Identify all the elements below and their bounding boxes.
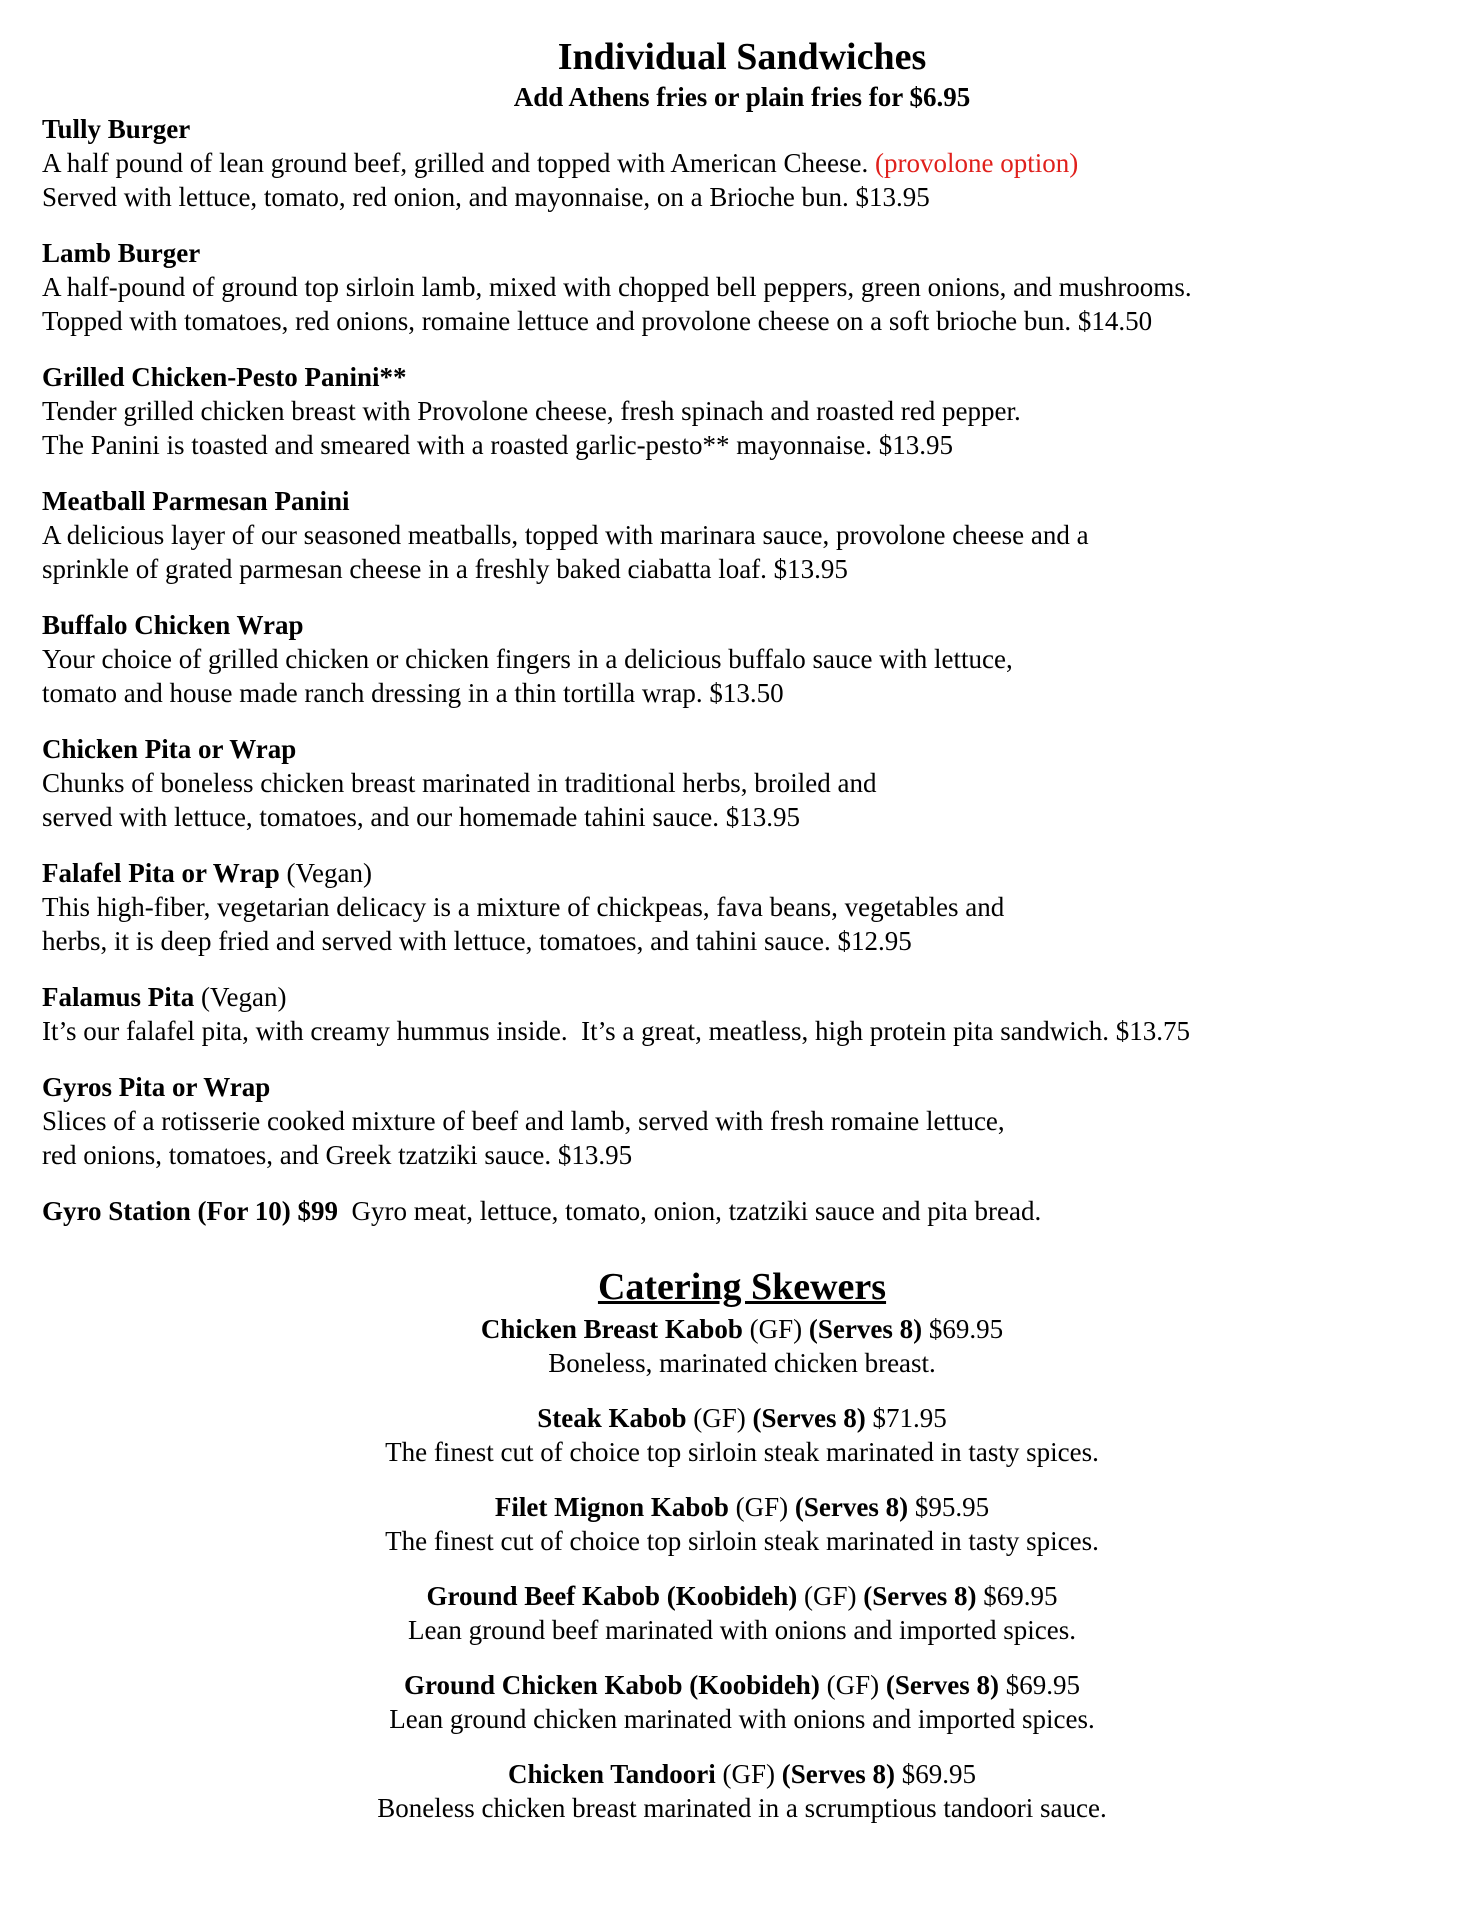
skewer-name: Steak Kabob (537, 1403, 687, 1433)
skewer-name: Chicken Breast Kabob (480, 1314, 743, 1344)
vegan-note: (Vegan) (194, 982, 287, 1012)
serves-label: (Serves 8) (752, 1403, 866, 1433)
skewer-description: Boneless chicken breast marinated in a scrumptious tandoori sauce. (377, 1793, 1107, 1823)
item-name: Gyros Pita or Wrap (42, 1072, 271, 1102)
serves-label: (Serves 8) (808, 1314, 923, 1344)
skewer-price: $95.95 (908, 1492, 990, 1522)
skewer-item-filet-mignon (0, 1490, 1484, 1558)
skewer-description: The finest cut of choice top sirloin steak marinated in tasty spices. (385, 1526, 1099, 1556)
menu-item-falamus-pita (42, 980, 1462, 1048)
skewer-name: Ground Beef Kabob (Koobideh) (426, 1581, 798, 1611)
skewer-item-ground-chicken (0, 1668, 1484, 1736)
item-name: Grilled Chicken-Pesto Panini** (42, 362, 407, 392)
skewer-item-ground-beef (0, 1579, 1484, 1647)
skewer-item-chicken-tandoori (0, 1757, 1484, 1825)
skewer-price: $69.95 (976, 1581, 1058, 1611)
item-name: Falafel Pita or Wrap (42, 858, 280, 888)
item-name: Falamus Pita (42, 982, 195, 1012)
gf-label: (GF) (797, 1581, 864, 1611)
serves-label: (Serves 8) (885, 1670, 1000, 1700)
item-description: A delicious layer of our seasoned meatballs, topped with marinara sauce, provolone cheese and a sprinkle of grated parmesan cheese in a freshly baked ciabatta loaf. $13.95 (42, 520, 1089, 584)
serves-label: (Serves 8) (794, 1492, 909, 1522)
item-name: Tully Burger (42, 114, 191, 144)
skewer-price: $69.95 (895, 1759, 977, 1789)
gf-label: (GF) (742, 1314, 809, 1344)
page-title: Individual Sandwiches (557, 36, 927, 78)
skewer-heading (0, 1579, 1484, 1613)
skewer-description: The finest cut of choice top sirloin steak marinated in tasty spices. (385, 1437, 1099, 1467)
skewer-list (0, 1312, 1484, 1846)
item-description: It’s our falafel pita, with creamy hummus inside. It’s a great, meatless, high protein pita sandwich. $13.75 (42, 1016, 1190, 1046)
menu-item-chicken-pita (42, 732, 1462, 834)
item-description: This high-fiber, vegetarian delicacy is a mixture of chickpeas, fava beans, vegetables and herbs, it is deep fried and served with lettuce, tomatoes, and tahini sauce. $12.95 (42, 892, 1005, 956)
menu-item-buffalo-wrap (42, 608, 1462, 710)
item-description: Your choice of grilled chicken or chicken fingers in a delicious buffalo sauce with lettuce, tomato and house made ranch dressing in a thin tortilla wrap. $13.50 (42, 644, 1013, 708)
item-heading (42, 856, 1462, 890)
item-heading (42, 980, 1462, 1014)
item-description: Slices of a rotisserie cooked mixture of beef and lamb, served with fresh romaine lettuce, red onions, tomatoes, and Greek tzatziki sauce. $13.95 (42, 1106, 1005, 1170)
menu-item-pesto-panini (42, 360, 1462, 462)
skewer-heading (0, 1668, 1484, 1702)
item-description-line: Served with lettuce, tomato, red onion, and mayonnaise, on a Brioche bun. $13.95 (42, 182, 930, 212)
skewer-name: Ground Chicken Kabob (Koobideh) (403, 1670, 820, 1700)
skewer-name: Filet Mignon Kabob (494, 1492, 729, 1522)
skewer-heading (0, 1757, 1484, 1791)
gf-label: (GF) (686, 1403, 753, 1433)
item-name: Gyro Station (For 10) $99 (42, 1196, 338, 1226)
item-description: A half-pound of ground top sirloin lamb, mixed with chopped bell peppers, green onions, and mushrooms. Topped with tomatoes, red onions, romaine lettuce and provolone cheese on a soft brioche bun. $14.50 (42, 272, 1192, 336)
gf-label: (GF) (715, 1759, 782, 1789)
gf-label: (GF) (728, 1492, 795, 1522)
item-name: Chicken Pita or Wrap (42, 734, 297, 764)
menu-item-lamb-burger (42, 236, 1462, 338)
skewer-item-chicken-breast (0, 1312, 1484, 1380)
skewer-heading (0, 1312, 1484, 1346)
item-description: Tender grilled chicken breast with Provolone cheese, fresh spinach and roasted red pepper. The Panini is toasted and smeared with a roasted garlic-pesto** mayonnaise. $13.95 (42, 396, 1021, 460)
skewer-heading (0, 1490, 1484, 1524)
skewer-price: $71.95 (865, 1403, 947, 1433)
item-description-line: A half pound of lean ground beef, grilled and topped with American Cheese. (42, 148, 869, 178)
item-name: Meatball Parmesan Panini (42, 486, 350, 516)
skewer-description: Lean ground chicken marinated with onions and imported spices. (389, 1704, 1095, 1734)
section-title-catering-skewers: Catering Skewers (597, 1266, 887, 1308)
item-name: Lamb Burger (42, 238, 201, 268)
menu-item-tully-burger (42, 112, 1462, 214)
gf-label: (GF) (819, 1670, 886, 1700)
serves-label: (Serves 8) (781, 1759, 896, 1789)
item-description: Chunks of boneless chicken breast marinated in traditional herbs, broiled and served with lettuce, tomatoes, and our homemade tahini sauce. $13.95 (42, 768, 877, 832)
skewer-price: $69.95 (999, 1670, 1081, 1700)
skewer-description: Boneless, marinated chicken breast. (548, 1348, 936, 1378)
item-description: Gyro meat, lettuce, tomato, onion, tzatziki sauce and pita bread. (338, 1196, 1042, 1226)
item-name: Buffalo Chicken Wrap (42, 610, 304, 640)
skewer-name: Chicken Tandoori (507, 1759, 716, 1789)
menu-item-meatball-panini (42, 484, 1462, 586)
sandwich-list (42, 112, 1462, 1250)
item-description (42, 146, 1462, 180)
vegan-note: (Vegan) (279, 858, 372, 888)
skewer-heading (0, 1401, 1484, 1435)
menu-item-falafel-pita (42, 856, 1462, 958)
menu-item-gyro-station (42, 1194, 1462, 1228)
serves-label: (Serves 8) (863, 1581, 977, 1611)
page-subtitle: Add Athens fries or plain fries for $6.95 (513, 82, 971, 112)
skewer-price: $69.95 (922, 1314, 1004, 1344)
skewer-item-steak (0, 1401, 1484, 1469)
provolone-option-note: (provolone option) (875, 148, 1079, 178)
menu-item-gyros-pita (42, 1070, 1462, 1172)
skewer-description: Lean ground beef marinated with onions and imported spices. (407, 1615, 1077, 1645)
